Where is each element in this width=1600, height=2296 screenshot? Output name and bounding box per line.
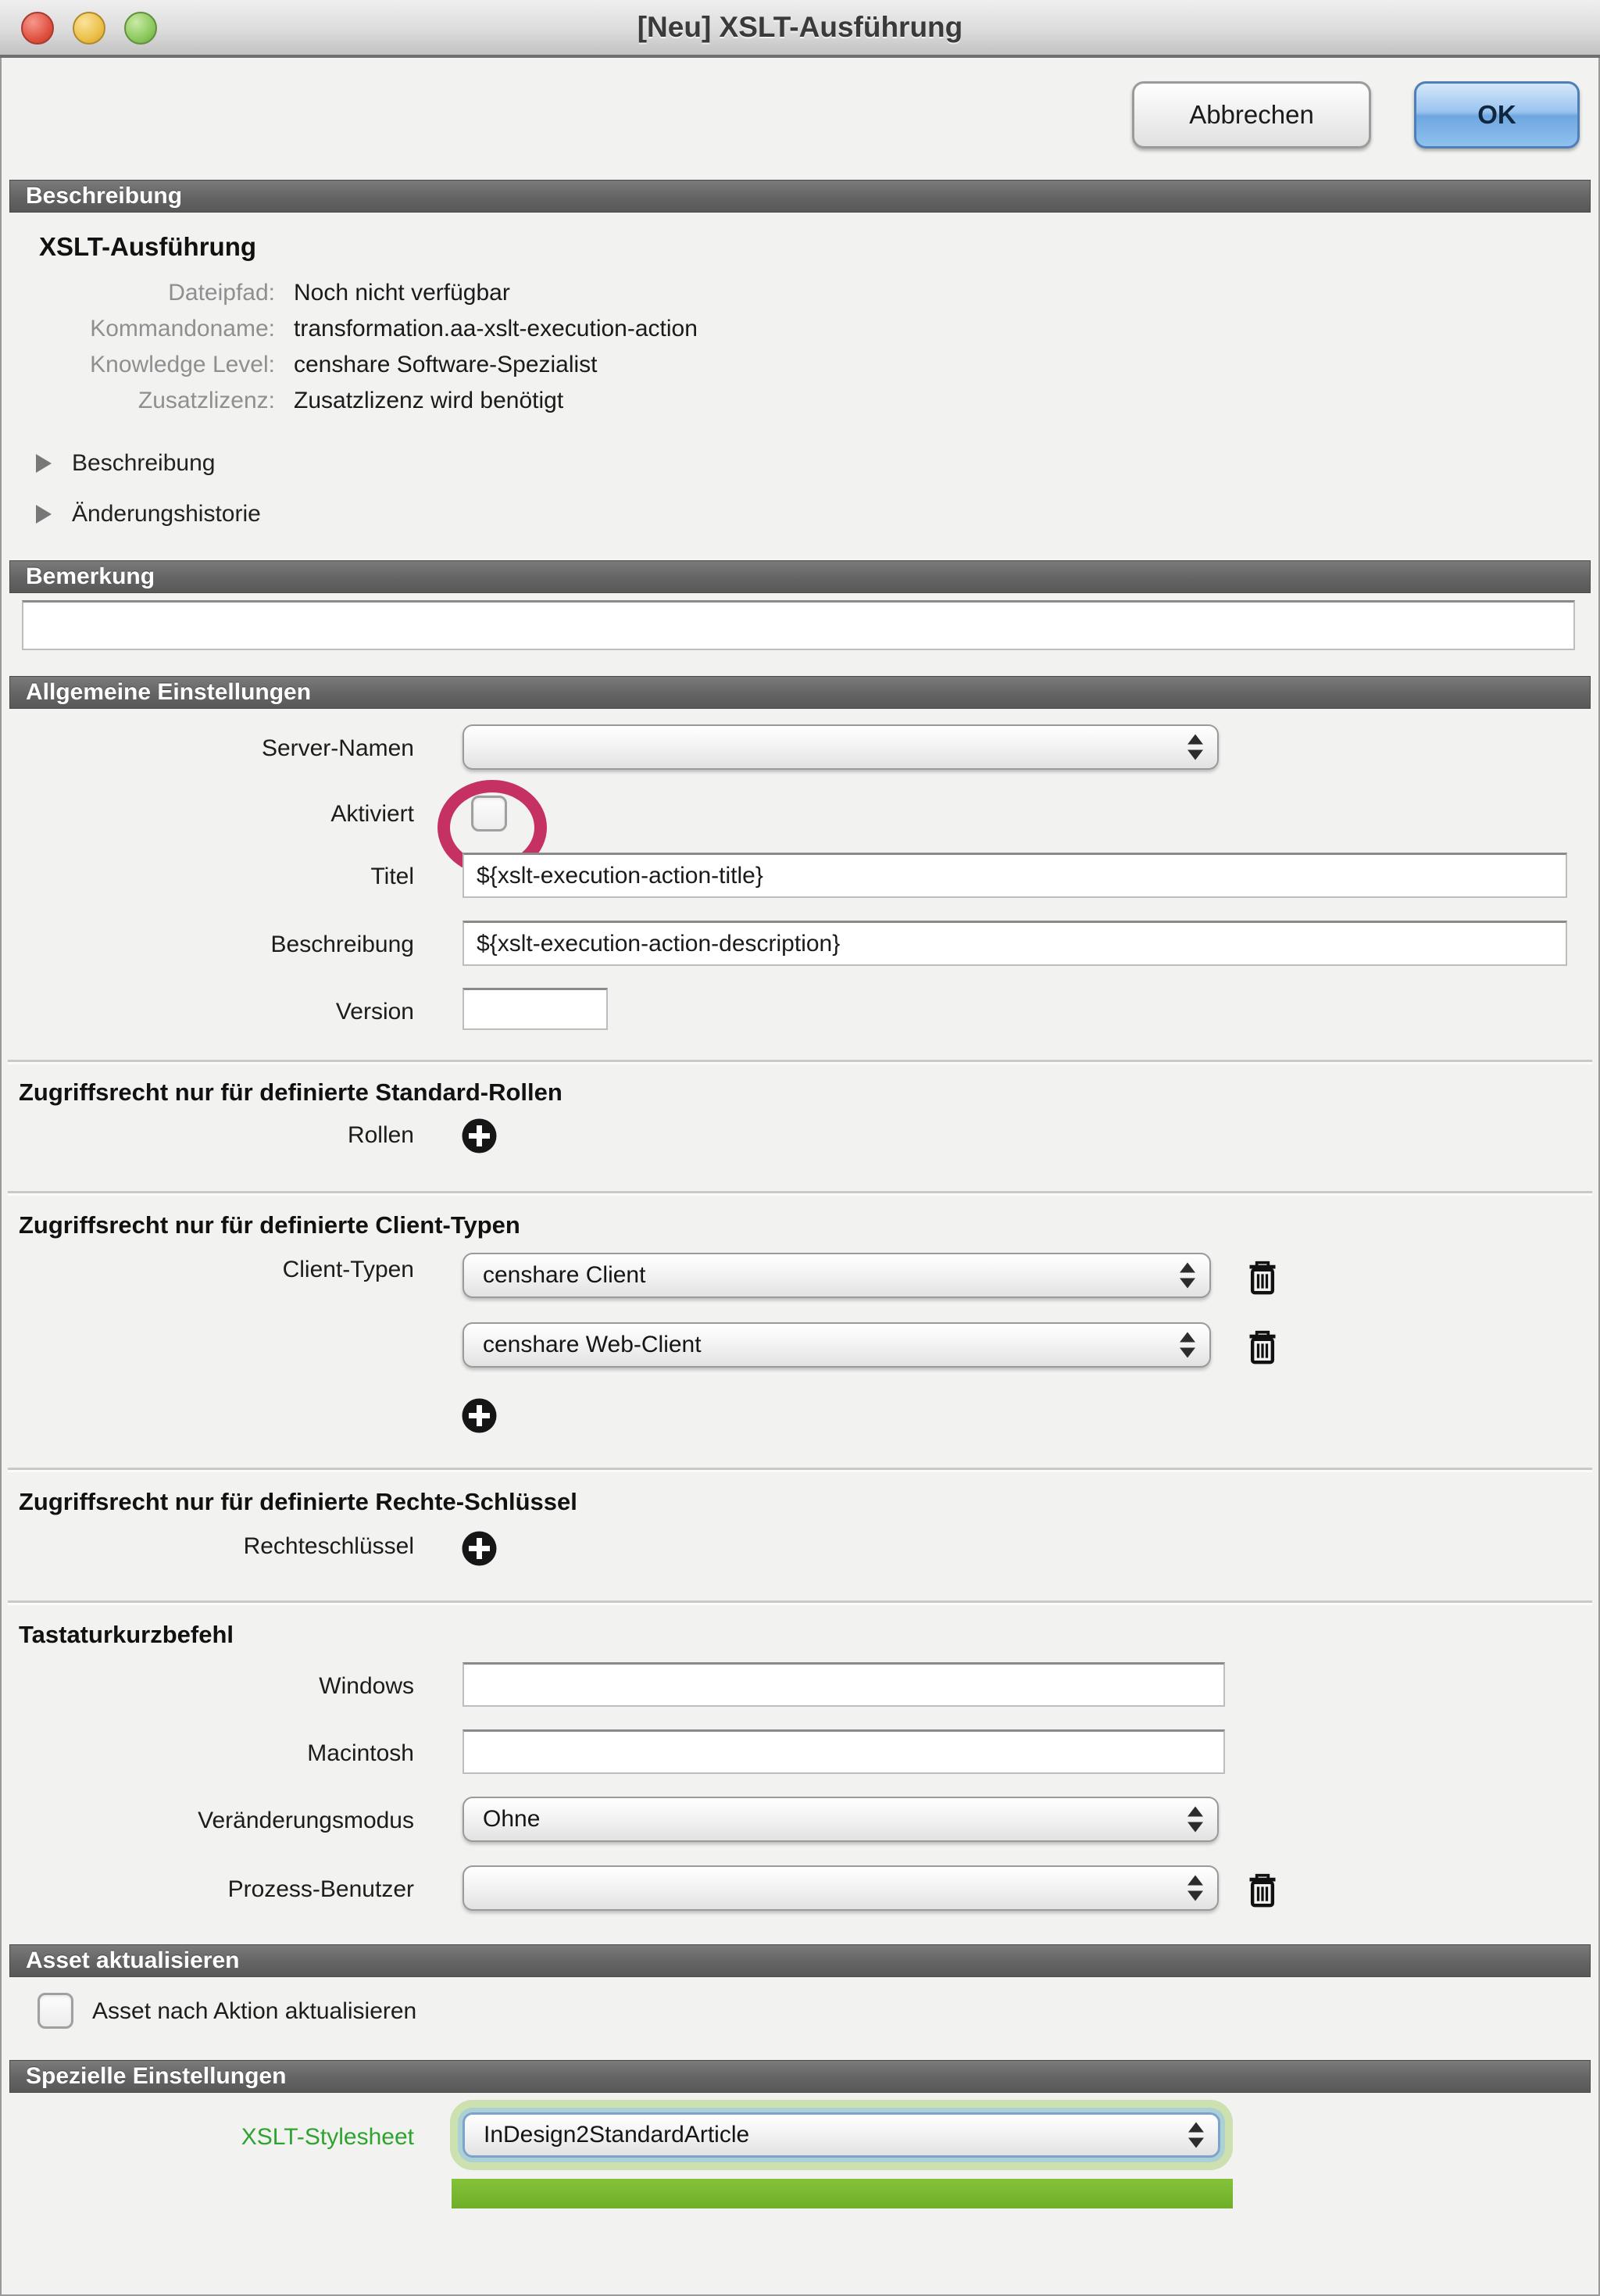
info-label-knowledge-level: Knowledge Level: <box>90 352 275 377</box>
section-header-spezielle-einstellungen: Spezielle Einstellungen <box>9 2060 1591 2093</box>
macintosh-label: Macintosh <box>307 1740 414 1766</box>
macintosh-shortcut-input[interactable] <box>462 1729 1225 1774</box>
add-client-typ-button[interactable] <box>461 1397 498 1434</box>
veraenderungsmodus-label: Veränderungsmodus <box>198 1808 414 1833</box>
stepper-icon <box>1188 1807 1203 1833</box>
divider <box>8 1468 1592 1470</box>
rechte-heading: Zugriffsrecht nur für definierte Rechte-Schlüssel <box>19 1488 577 1515</box>
xslt-stylesheet-select[interactable] <box>462 2112 1220 2158</box>
stepper-icon <box>1180 1332 1195 1358</box>
stepper-icon <box>1188 1876 1203 1901</box>
server-namen-select[interactable] <box>462 724 1219 770</box>
info-label-kommandoname: Kommandoname: <box>90 316 275 342</box>
veraenderungsmodus-value: Ohne <box>483 1806 541 1832</box>
rollen-heading: Zugriffsrecht nur für definierte Standard-Rollen <box>19 1078 562 1106</box>
action-title: XSLT-Ausführung <box>39 232 257 261</box>
beschreibung-input[interactable]: ${xslt-execution-action-description} <box>462 921 1567 966</box>
veraenderungsmodus-select[interactable] <box>462 1797 1219 1842</box>
divider <box>8 1600 1592 1603</box>
trash-icon <box>1245 1257 1280 1297</box>
prozess-benutzer-label: Prozess-Benutzer <box>227 1876 414 1902</box>
prozess-benutzer-select[interactable] <box>462 1865 1219 1911</box>
client-typ-select-2[interactable] <box>462 1322 1211 1368</box>
chevron-right-icon <box>36 505 52 524</box>
titel-label: Titel <box>370 864 414 889</box>
client-typ-value-1: censhare Client <box>483 1262 646 1288</box>
section-header-beschreibung: Beschreibung <box>9 180 1591 213</box>
stepper-icon <box>1188 735 1203 760</box>
chevron-right-icon <box>36 454 52 473</box>
client-typ-select-1[interactable] <box>462 1253 1211 1298</box>
bemerkung-input[interactable] <box>22 600 1575 650</box>
add-rechteschluessel-button[interactable] <box>461 1530 498 1567</box>
version-label: Version <box>335 999 414 1025</box>
disclosure-aenderungshistorie[interactable] <box>36 501 261 528</box>
stepper-icon <box>1180 1263 1195 1289</box>
beschreibung-feld-label: Beschreibung <box>270 932 414 957</box>
rechteschluessel-label: Rechteschlüssel <box>243 1533 414 1559</box>
info-label-dateipfad: Dateipfad: <box>168 280 275 306</box>
add-rolle-button[interactable] <box>461 1118 498 1154</box>
info-label-zusatzlizenz: Zusatzlizenz: <box>138 388 275 413</box>
titel-input[interactable]: ${xslt-execution-action-title} <box>462 853 1567 898</box>
divider <box>8 1191 1592 1193</box>
section-header-allgemeine-einstellungen: Allgemeine Einstellungen <box>9 676 1591 709</box>
asset-aktualisieren-checkbox[interactable] <box>38 1993 73 2029</box>
plus-icon <box>461 1530 498 1567</box>
info-value-knowledge-level: censhare Software-Spezialist <box>294 352 598 377</box>
highlight-bar <box>452 2179 1233 2208</box>
trash-icon <box>1245 1326 1280 1367</box>
stepper-icon <box>1188 2123 1204 2148</box>
disclosure-beschreibung[interactable] <box>36 450 215 477</box>
window-title: [Neu] XSLT-Ausführung <box>637 11 963 43</box>
section-header-asset-aktualisieren: Asset aktualisieren <box>9 1944 1591 1977</box>
windows-label: Windows <box>319 1673 414 1699</box>
windows-shortcut-input[interactable] <box>462 1662 1225 1707</box>
trash-icon <box>1245 1869 1280 1910</box>
delete-client-typ-2-button[interactable] <box>1245 1326 1280 1367</box>
version-input[interactable] <box>462 988 608 1030</box>
rollen-label: Rollen <box>347 1122 414 1148</box>
client-typ-value-2: censhare Web-Client <box>483 1332 702 1357</box>
ok-button[interactable]: OK <box>1414 81 1580 148</box>
server-namen-label: Server-Namen <box>261 735 414 761</box>
info-value-dateipfad: Noch nicht verfügbar <box>294 280 510 306</box>
client-typen-label: Client-Typen <box>282 1257 414 1282</box>
plus-icon <box>461 1118 498 1154</box>
asset-aktualisieren-label: Asset nach Aktion aktualisieren <box>92 1998 417 2024</box>
info-value-zusatzlizenz: Zusatzlizenz wird benötigt <box>294 388 564 413</box>
xslt-stylesheet-value: InDesign2StandardArticle <box>484 2122 750 2148</box>
delete-client-typ-1-button[interactable] <box>1245 1257 1280 1297</box>
disclosure-label: Änderungshistorie <box>72 501 261 527</box>
aktiviert-label: Aktiviert <box>330 801 414 827</box>
plus-icon <box>461 1397 498 1434</box>
title-bar <box>0 0 1600 58</box>
cancel-button[interactable]: Abbrechen <box>1132 81 1371 148</box>
section-header-bemerkung: Bemerkung <box>9 560 1591 593</box>
client-typen-heading: Zugriffsrecht nur für definierte Client-Typen <box>19 1211 520 1239</box>
tastaturkurzbefehl-heading: Tastaturkurzbefehl <box>19 1621 234 1648</box>
info-value-kommandoname: transformation.aa-xslt-execution-action <box>294 316 698 342</box>
xslt-stylesheet-label: XSLT-Stylesheet <box>241 2124 414 2150</box>
divider <box>8 1060 1592 1062</box>
delete-prozess-benutzer-button[interactable] <box>1245 1869 1280 1910</box>
disclosure-label: Beschreibung <box>72 450 216 476</box>
